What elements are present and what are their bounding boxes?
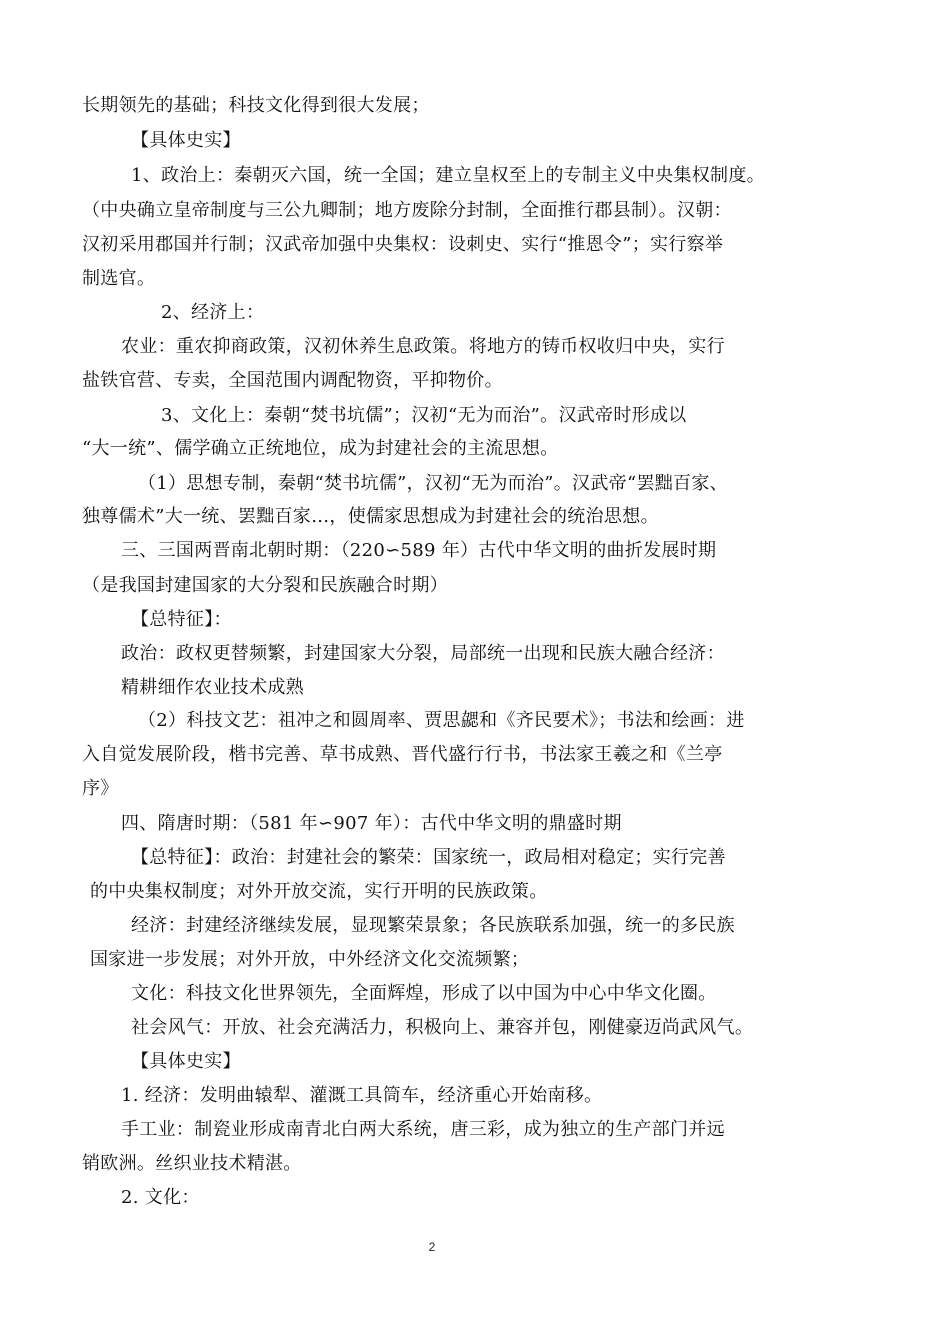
text-line: 长期领先的基础；科技文化得到很大发展；: [82, 95, 430, 116]
text-line: 的中央集权制度；对外开放交流，实行开明的民族政策。: [90, 881, 548, 902]
text-line: 1. 经济：发明曲辕犁、灌溉工具筒车，经济重心开始南移。: [121, 1085, 603, 1106]
text-line: 【总特征】：政治：封建社会的繁荣：国家统一，政局相对稳定；实行完善: [131, 847, 726, 868]
page-number: 2: [428, 1240, 436, 1254]
text-line: （2）科技文艺：祖冲之和圆周率、贾思勰和《齐民要术》；书法和绘画：进: [138, 710, 745, 731]
text-line: 盐铁官营、专卖，全国范围内调配物资，平抑物价。: [82, 370, 503, 391]
section-heading: 三、三国两晋南北朝时期：（220∽589 年）古代中华文明的曲折发展时期: [121, 540, 717, 561]
text-line: 精耕细作农业技术成熟: [121, 677, 304, 698]
text-line: 汉初采用郡国并行制；汉武帝加强中央集权：设刺史、实行“推恩令”；实行察举: [82, 234, 724, 255]
text-line: （中央确立皇帝制度与三公九卿制；地方废除分封制，全面推行郡县制）。汉朝：: [82, 200, 732, 221]
text-line: 农业：重农抑商政策，汉初休养生息政策。将地方的铸币权收归中央，实行: [121, 336, 725, 357]
text-line: 2. 文化：: [121, 1187, 200, 1208]
text-line: 制选官。: [82, 268, 156, 289]
text-line: 入自觉发展阶段，楷书完善、草书成熟、晋代盛行行书，书法家王羲之和《兰亭: [82, 744, 723, 765]
section-heading: 【具体史实】: [131, 130, 241, 151]
section-heading: 【总特征】：: [131, 609, 232, 630]
text-line: 政治：政权更替频繁，封建国家大分裂，局部统一出现和民族大融合经济：: [121, 643, 725, 664]
text-line: 国家进一步发展；对外开放，中外经济文化交流频繁；: [90, 949, 530, 970]
text-line: 文化：科技文化世界领先，全面辉煌，形成了以中国为中心中华文化圈。: [131, 983, 717, 1004]
text-line: 独尊儒术”大一统、罢黜百家…，使儒家思想成为封建社会的统治思想。: [82, 506, 659, 527]
text-line: 销欧洲。丝织业技术精湛。: [82, 1153, 302, 1174]
text-line: （1）思想专制，秦朝“焚书坑儒”，汉初“无为而治”。汉武帝“罢黜百家、: [138, 473, 728, 494]
text-line: “大一统”、儒学确立正统地位，成为封建社会的主流思想。: [82, 438, 559, 459]
text-line: 经济：封建经济继续发展，显现繁荣景象；各民族联系加强，统一的多民族: [131, 915, 735, 936]
section-heading: 【具体史实】: [131, 1051, 241, 1072]
text-line: 序》: [82, 778, 119, 799]
text-line: 手工业：制瓷业形成南青北白两大系统，唐三彩，成为独立的生产部门并远: [121, 1119, 725, 1140]
text-line: 社会风气：开放、社会充满活力，积极向上、兼容并包，刚健豪迈尚武风气。: [131, 1017, 754, 1038]
text-line: （是我国封建国家的大分裂和民族融合时期）: [82, 575, 448, 596]
text-line: 1、政治上：秦朝灭六国，统一全国；建立皇权至上的专制主义中央集权制度。: [131, 165, 765, 186]
text-line: 3、文化上：秦朝“焚书坑儒”；汉初“无为而治”。汉武帝时形成以: [161, 405, 687, 426]
section-heading: 四、隋唐时期：（581 年∽907 年）：古代中华文明的鼎盛时期: [121, 813, 622, 834]
text-line: 2、经济上：: [161, 302, 265, 323]
